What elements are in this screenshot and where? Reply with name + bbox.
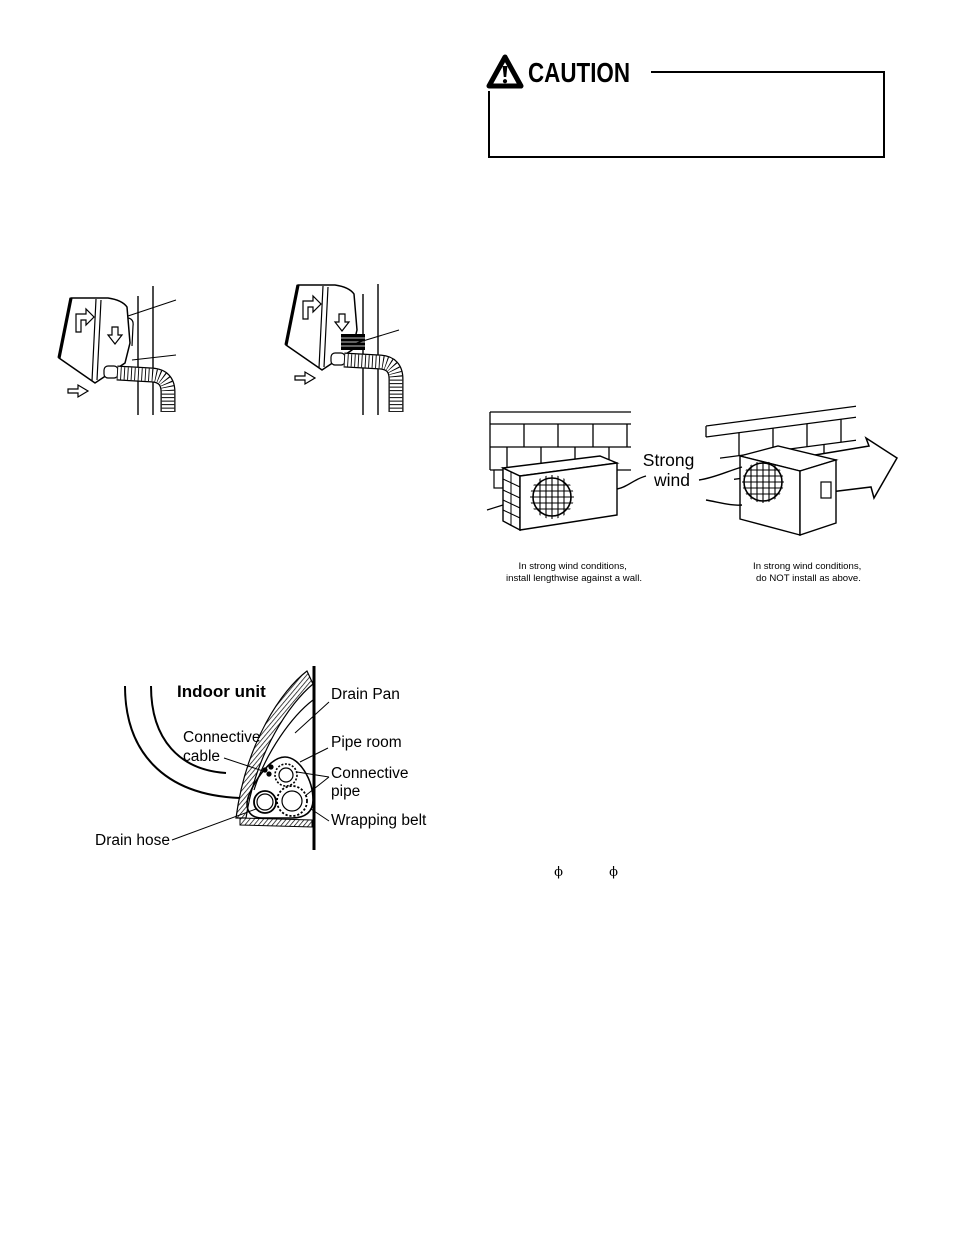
phi-symbol: ϕ bbox=[609, 865, 618, 880]
caption-line: install lengthwise against a wall. bbox=[506, 573, 642, 584]
label-line: wind bbox=[654, 470, 690, 490]
wind-line bbox=[706, 500, 742, 505]
warning-triangle-icon bbox=[489, 57, 521, 86]
outdoor-unit-correct bbox=[487, 456, 617, 530]
caution-label: CAUTION bbox=[528, 57, 630, 88]
hollow-arrow-icon bbox=[68, 385, 88, 397]
caution-box bbox=[489, 57, 884, 157]
caption-incorrect bbox=[753, 561, 864, 584]
diagram-title: Indoor unit bbox=[177, 682, 266, 701]
leader-line bbox=[128, 300, 176, 360]
pipe-outlet bbox=[104, 366, 118, 378]
label-drain-pan: Drain Pan bbox=[331, 686, 400, 703]
label-line: Connective bbox=[331, 765, 409, 782]
unit-edge bbox=[487, 505, 503, 510]
drain-hose bbox=[117, 373, 168, 412]
wall-mount-figure-left bbox=[59, 286, 176, 415]
wall bbox=[363, 284, 378, 415]
hollow-arrow-icon bbox=[295, 372, 315, 384]
wind-line bbox=[699, 467, 742, 480]
pipe-outlet bbox=[331, 353, 345, 365]
caption-line: In strong wind conditions, bbox=[753, 561, 862, 572]
label-line: Strong bbox=[642, 450, 695, 470]
wind-line bbox=[617, 476, 646, 489]
label-line: Connective bbox=[183, 729, 261, 746]
label-line: cable bbox=[183, 748, 221, 765]
wrapped-pipe-band bbox=[341, 334, 365, 350]
label-drain-hose: Drain hose bbox=[95, 832, 170, 849]
pipe-section-diagram bbox=[95, 666, 427, 850]
drain-hose-section bbox=[254, 791, 276, 813]
connective-pipe-small bbox=[275, 764, 297, 786]
label-wrapping-belt: Wrapping belt bbox=[331, 812, 427, 829]
strong-wind-label bbox=[643, 450, 699, 490]
phi-symbol: ϕ bbox=[554, 865, 563, 880]
caption-line: In strong wind conditions, bbox=[518, 561, 627, 572]
wall bbox=[138, 286, 153, 415]
caption-line: do NOT install as above. bbox=[756, 573, 861, 584]
caption-correct bbox=[506, 561, 642, 584]
outdoor-unit-incorrect bbox=[740, 446, 836, 535]
unit-cover bbox=[494, 470, 503, 488]
wall-mount-figure-right bbox=[286, 284, 399, 415]
strong-wind-diagram bbox=[487, 406, 897, 584]
label-pipe-room: Pipe room bbox=[331, 734, 402, 751]
connective-pipe-large bbox=[277, 786, 307, 816]
label-connective-pipe bbox=[331, 765, 413, 800]
drain-hose bbox=[344, 360, 396, 412]
pipe-room-floor bbox=[240, 818, 312, 827]
label-line: pipe bbox=[331, 783, 361, 800]
